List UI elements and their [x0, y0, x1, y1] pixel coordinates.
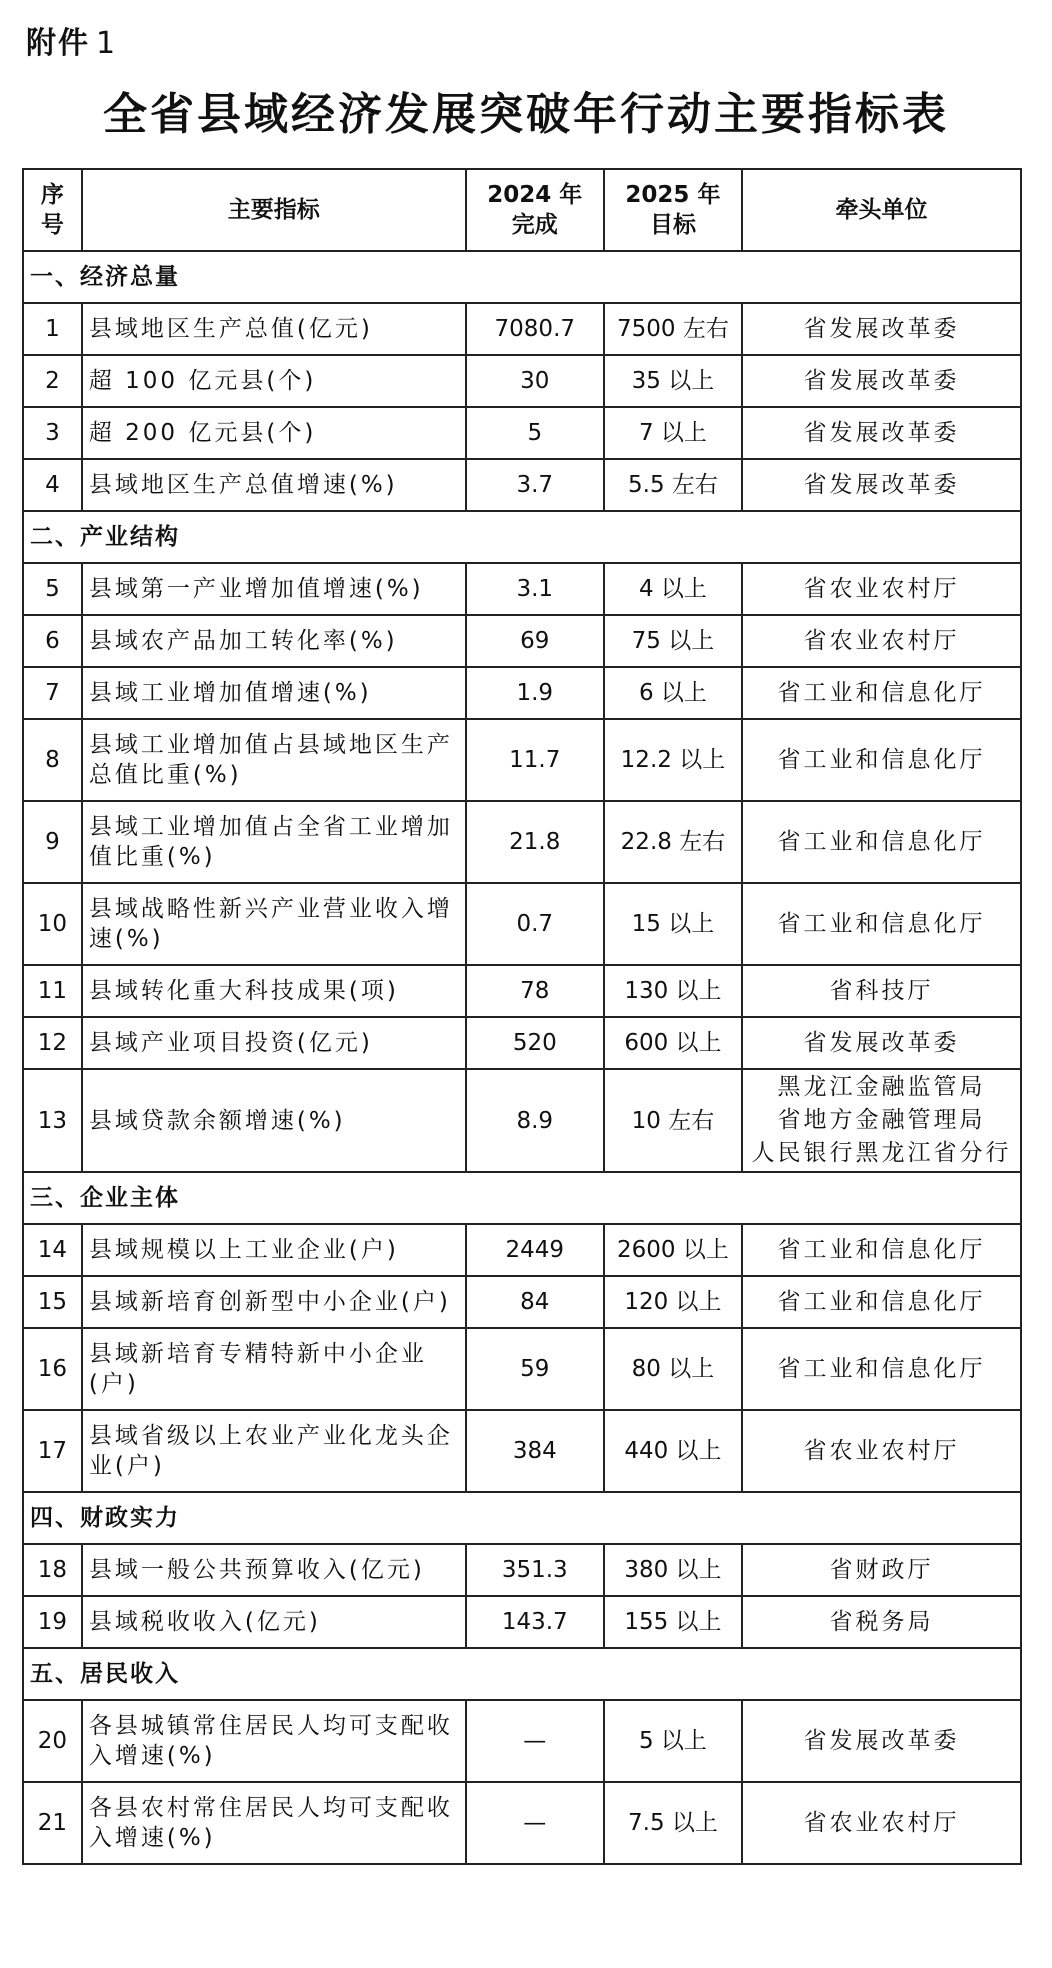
indicator-name: 县域第一产业增加值增速(%) [82, 563, 466, 615]
table-row [23, 965, 1021, 1017]
header-lead: 牵头单位 [742, 169, 1021, 251]
lead-unit: 省农业农村厅 [742, 1410, 1021, 1492]
row-number: 1 [23, 303, 82, 355]
header-2024-line1: 2024 年 [487, 182, 583, 208]
table-row [23, 667, 1021, 719]
row-number: 13 [23, 1069, 82, 1172]
row-number: 12 [23, 1017, 82, 1069]
target-2025: 600 以上 [604, 1017, 742, 1069]
table-row [23, 1069, 1021, 1172]
section-row [23, 1648, 1021, 1700]
row-number: 16 [23, 1328, 82, 1410]
indicator-name: 县域税收收入(亿元) [82, 1596, 466, 1648]
lead-unit-line: 省地方金融管理局 [777, 1107, 986, 1133]
row-number: 19 [23, 1596, 82, 1648]
table-body [23, 251, 1021, 1864]
row-number: 11 [23, 965, 82, 1017]
target-2025: 7500 左右 [604, 303, 742, 355]
value-2024: 0.7 [466, 883, 604, 965]
row-number: 5 [23, 563, 82, 615]
table-row [23, 1276, 1021, 1328]
target-2025: 12.2 以上 [604, 719, 742, 801]
row-number: 9 [23, 801, 82, 883]
row-number: 14 [23, 1224, 82, 1276]
target-2025: 5 以上 [604, 1700, 742, 1782]
lead-unit: 省工业和信息化厅 [742, 1276, 1021, 1328]
lead-unit: 省工业和信息化厅 [742, 719, 1021, 801]
indicator-name: 县域规模以上工业企业(户) [82, 1224, 466, 1276]
lead-unit: 省发展改革委 [742, 303, 1021, 355]
lead-unit: 省工业和信息化厅 [742, 883, 1021, 965]
value-2024: — [466, 1700, 604, 1782]
header-2024 [466, 169, 604, 251]
value-2024: 78 [466, 965, 604, 1017]
lead-unit: 省发展改革委 [742, 1017, 1021, 1069]
indicator-name: 县域新培育专精特新中小企业(户) [82, 1328, 466, 1410]
header-indicator: 主要指标 [82, 169, 466, 251]
table-row [23, 1700, 1021, 1782]
value-2024: 351.3 [466, 1544, 604, 1596]
value-2024: 7080.7 [466, 303, 604, 355]
table-row [23, 615, 1021, 667]
row-number: 18 [23, 1544, 82, 1596]
header-2025-line2: 目标 [649, 212, 696, 238]
indicator-name: 县域农产品加工转化率(%) [82, 615, 466, 667]
indicator-name: 县域工业增加值占全省工业增加值比重(%) [82, 801, 466, 883]
lead-unit: 省农业农村厅 [742, 615, 1021, 667]
target-2025: 75 以上 [604, 615, 742, 667]
lead-unit: 省农业农村厅 [742, 1782, 1021, 1864]
indicator-table [22, 168, 1022, 1865]
value-2024: 3.7 [466, 459, 604, 511]
lead-unit-line: 人民银行黑龙江省分行 [751, 1140, 1012, 1166]
lead-unit: 省财政厅 [742, 1544, 1021, 1596]
value-2024: 520 [466, 1017, 604, 1069]
table-row [23, 1782, 1021, 1864]
indicator-name: 各县城镇常住居民人均可支配收入增速(%) [82, 1700, 466, 1782]
table-header-row [23, 169, 1021, 251]
table-row [23, 355, 1021, 407]
header-2025-line1: 2025 年 [625, 182, 721, 208]
lead-unit: 省发展改革委 [742, 459, 1021, 511]
target-2025: 2600 以上 [604, 1224, 742, 1276]
value-2024: 3.1 [466, 563, 604, 615]
lead-unit [742, 1069, 1021, 1172]
target-2025: 22.8 左右 [604, 801, 742, 883]
row-number: 21 [23, 1782, 82, 1864]
value-2024: 1.9 [466, 667, 604, 719]
table-row [23, 883, 1021, 965]
table-row [23, 407, 1021, 459]
target-2025: 130 以上 [604, 965, 742, 1017]
value-2024: 2449 [466, 1224, 604, 1276]
table-row [23, 1544, 1021, 1596]
indicator-name: 县域贷款余额增速(%) [82, 1069, 466, 1172]
value-2024: 384 [466, 1410, 604, 1492]
section-row [23, 251, 1021, 303]
target-2025: 15 以上 [604, 883, 742, 965]
section-row [23, 1172, 1021, 1224]
value-2024: 30 [466, 355, 604, 407]
table-row [23, 1328, 1021, 1410]
target-2025: 380 以上 [604, 1544, 742, 1596]
attachment-number: 1 [96, 26, 118, 61]
row-number: 7 [23, 667, 82, 719]
value-2024: 11.7 [466, 719, 604, 801]
attachment-label [26, 18, 117, 62]
value-2024: 69 [466, 615, 604, 667]
row-number: 4 [23, 459, 82, 511]
target-2025: 10 左右 [604, 1069, 742, 1172]
table-row [23, 459, 1021, 511]
indicator-name: 县域战略性新兴产业营业收入增速(%) [82, 883, 466, 965]
row-number: 17 [23, 1410, 82, 1492]
indicator-name: 超 100 亿元县(个) [82, 355, 466, 407]
target-2025: 6 以上 [604, 667, 742, 719]
section-title: 五、居民收入 [23, 1648, 1021, 1700]
lead-unit: 省工业和信息化厅 [742, 1224, 1021, 1276]
table-row [23, 1596, 1021, 1648]
value-2024: 5 [466, 407, 604, 459]
table-row [23, 563, 1021, 615]
header-2024-line2: 完成 [511, 212, 558, 238]
row-number: 2 [23, 355, 82, 407]
indicator-name: 县域省级以上农业产业化龙头企业(户) [82, 1410, 466, 1492]
page-title: 全省县域经济发展突破年行动主要指标表 [103, 89, 949, 140]
row-number: 6 [23, 615, 82, 667]
target-2025: 7 以上 [604, 407, 742, 459]
value-2024: 59 [466, 1328, 604, 1410]
target-2025: 35 以上 [604, 355, 742, 407]
value-2024: 8.9 [466, 1069, 604, 1172]
indicator-name: 县域工业增加值增速(%) [82, 667, 466, 719]
target-2025: 440 以上 [604, 1410, 742, 1492]
row-number: 8 [23, 719, 82, 801]
section-title: 四、财政实力 [23, 1492, 1021, 1544]
section-row [23, 1492, 1021, 1544]
indicator-name: 县域工业增加值占县域地区生产总值比重(%) [82, 719, 466, 801]
table-row [23, 1410, 1021, 1492]
indicator-name: 县域转化重大科技成果(项) [82, 965, 466, 1017]
section-row [23, 511, 1021, 563]
target-2025: 120 以上 [604, 1276, 742, 1328]
lead-unit: 省工业和信息化厅 [742, 1328, 1021, 1410]
value-2024: — [466, 1782, 604, 1864]
lead-unit-line: 黑龙江金融监管局 [777, 1074, 986, 1100]
table-row [23, 1224, 1021, 1276]
indicator-name: 县域产业项目投资(亿元) [82, 1017, 466, 1069]
indicator-name: 县域地区生产总值增速(%) [82, 459, 466, 511]
attachment-text: 附件 [26, 26, 90, 61]
indicator-name: 各县农村常住居民人均可支配收入增速(%) [82, 1782, 466, 1864]
section-title: 三、企业主体 [23, 1172, 1021, 1224]
indicator-name: 县域一般公共预算收入(亿元) [82, 1544, 466, 1596]
section-title: 一、经济总量 [23, 251, 1021, 303]
lead-unit: 省发展改革委 [742, 1700, 1021, 1782]
header-index: 序号 [23, 169, 82, 251]
table-row [23, 1017, 1021, 1069]
value-2024: 143.7 [466, 1596, 604, 1648]
row-number: 3 [23, 407, 82, 459]
table-row [23, 303, 1021, 355]
indicator-name: 超 200 亿元县(个) [82, 407, 466, 459]
row-number: 20 [23, 1700, 82, 1782]
section-title: 二、产业结构 [23, 511, 1021, 563]
target-2025: 5.5 左右 [604, 459, 742, 511]
lead-unit: 省发展改革委 [742, 355, 1021, 407]
lead-unit: 省农业农村厅 [742, 563, 1021, 615]
table-row [23, 801, 1021, 883]
lead-unit: 省工业和信息化厅 [742, 801, 1021, 883]
target-2025: 80 以上 [604, 1328, 742, 1410]
value-2024: 84 [466, 1276, 604, 1328]
lead-unit: 省科技厅 [742, 965, 1021, 1017]
table-row [23, 719, 1021, 801]
lead-unit: 省工业和信息化厅 [742, 667, 1021, 719]
value-2024: 21.8 [466, 801, 604, 883]
indicator-name: 县域新培育创新型中小企业(户) [82, 1276, 466, 1328]
row-number: 15 [23, 1276, 82, 1328]
lead-unit: 省发展改革委 [742, 407, 1021, 459]
target-2025: 4 以上 [604, 563, 742, 615]
header-2025 [604, 169, 742, 251]
target-2025: 7.5 以上 [604, 1782, 742, 1864]
lead-unit: 省税务局 [742, 1596, 1021, 1648]
indicator-name: 县域地区生产总值(亿元) [82, 303, 466, 355]
row-number: 10 [23, 883, 82, 965]
target-2025: 155 以上 [604, 1596, 742, 1648]
